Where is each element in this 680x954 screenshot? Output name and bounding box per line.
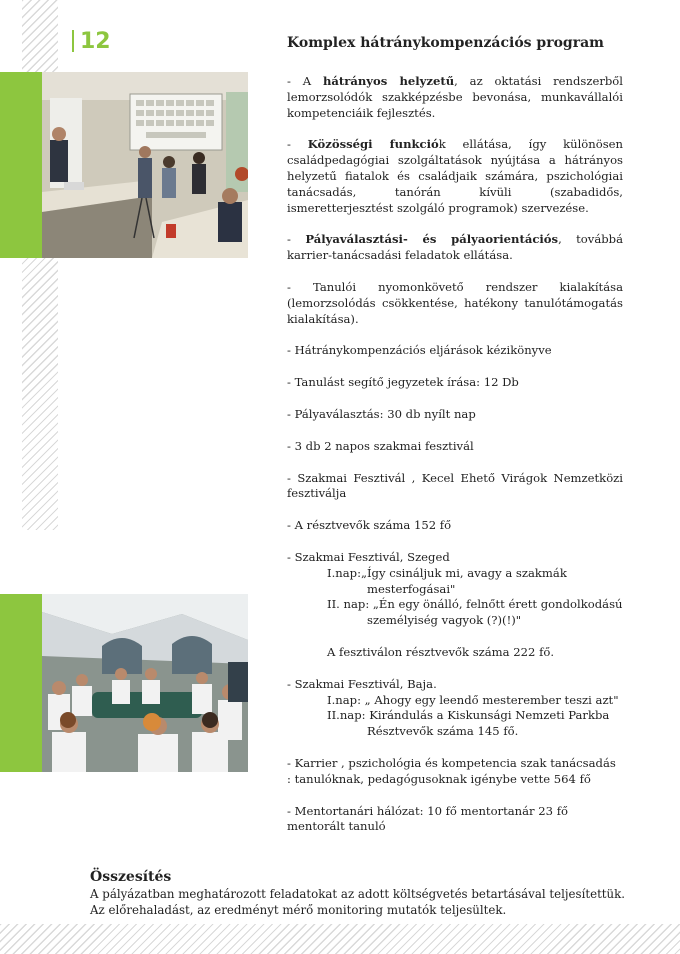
decorative-hatch-bottom [0,924,680,954]
baja-heading: - Szakmai Fesztivál, Baja. [287,676,437,691]
list-item: - Tanulást segítő jegyzetek írása: 12 Db [287,375,519,390]
green-accent-block-top [0,72,42,258]
list-item: - Pályaválasztás: 30 db nyílt nap [287,406,476,421]
green-accent-block-bottom [0,594,42,772]
szeged-day2: II. nap: „Én egy önálló, felnőtt érett gondolkodású [327,597,623,612]
list-item: - Közösségi funkciók ellátása, így különösen családpedagógiai szolgáltatások nyújtása a hátrányos helyzetű fiatalok és családjaik számára, pszichológiai tanácsadás, tanórán kívüli (szabadidős, ismeretterjesztést szolgáló programok) szervezése. [287,137,623,215]
summary-line-2: Az előrehaladást, az eredményt mérő monitoring mutatók teljesültek. [90,903,507,917]
baja-festival [287,677,623,740]
list-item: - A hátrányos helyzetű, az oktatási rendszerből lemorzsolódók szakképzésbe bevonása, munkavállalói kompetenciáik fejlesztés. [287,74,623,120]
szeged-day1-cont: mesterfogásai" [367,581,456,596]
list-item: - A résztvevők száma 152 fő [287,518,452,533]
page-number: 12 [72,28,111,54]
classroom-photo [42,72,248,258]
main-content [287,34,623,851]
mentor-item: - Mentortanári hálózat: 10 fő mentortanár 23 fő mentorált tanuló [287,803,568,834]
list-item: - Pályaválasztási- és pályaorientációs, továbbá karrier-tanácsadási feladatok ellátása. [287,232,623,263]
list-item: - Hátránykompenzációs eljárások kézikönyve [287,343,552,358]
baja-participants: Résztvevők száma 145 fő. [367,724,519,739]
baja-day2: II.nap: Kirándulás a Kiskunsági Nemzeti Parkba [327,708,610,723]
karrier-item: - Karrier , pszichológia és kompetencia szak tanácsadás : tanulóknak, pedagógusoknak igénybe vette 564 fő [287,755,616,786]
tent-gathering-photo [42,594,248,772]
list-item: - Tanulói nyomonkövető rendszer kialakítása (lemorzsolódás csökkentése, hatékony tanulótámogatás kialakítása). [287,279,623,326]
summary-line-1: A pályázatban meghatározott feladatokat az adott költségvetés betartásával teljesítettük. [90,887,626,901]
szeged-day2-cont: személyiség vagyok (?)(!)" [367,613,522,628]
szeged-festival [287,550,623,629]
summary-heading: Összesítés [90,869,172,885]
szeged-participants: A fesztiválon résztvevők száma 222 fő. [327,644,555,659]
baja-day1: I.nap: „ Ahogy egy leendő mesterember teszi azt" [327,692,619,707]
page-title: Komplex hátránykompenzációs program [287,35,604,51]
list-item: - Szakmai Fesztivál , Kecel Ehető Virágok Nemzetközi fesztiválja [287,470,623,501]
szeged-heading: - Szakmai Fesztivál, Szeged [287,549,450,564]
summary-section [90,868,630,918]
list-item: - 3 db 2 napos szakmai fesztivál [287,438,474,453]
szeged-day1: I.nap:„Így csináljuk mi, avagy a szakmák [327,565,567,580]
